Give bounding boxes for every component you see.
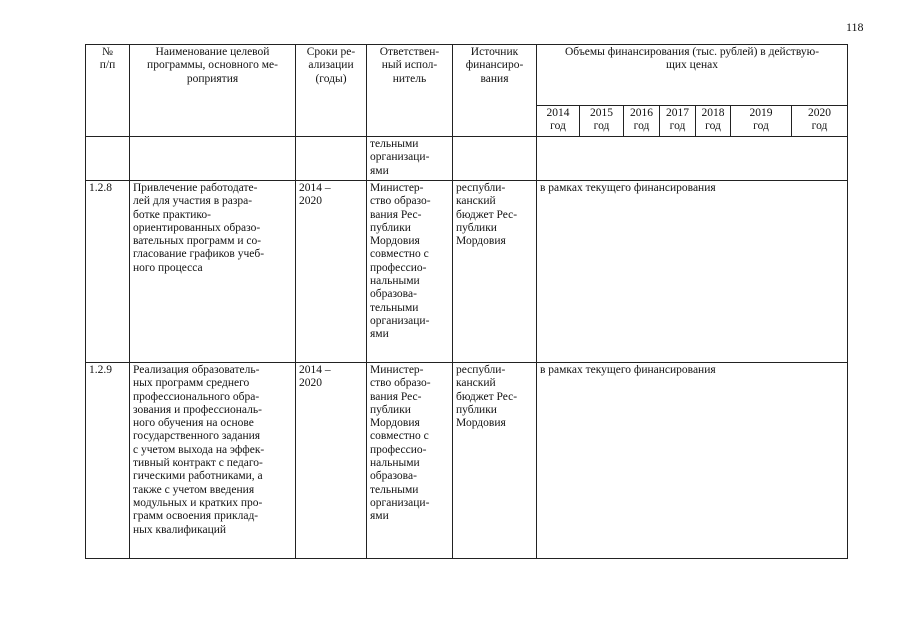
row-source: республи- канский бюджет Рес- публики Мордовия	[453, 181, 537, 363]
header-funding: Объемы финансирования (тыс. рублей) в действую- щих ценах	[537, 45, 848, 106]
year-2018: 2018 год	[696, 106, 731, 137]
row-name: Реализация образователь- ных программ среднего профессионального обра- зования и профессиональ- ного обучения на основе государственного задания с учетом выхода на эффек- тивный контракт с педаго- гическими работниками, а также с учетом введения модульных и кратких про- грамм освоения приклад- ных квалификаций	[130, 363, 296, 559]
row-num: 1.2.9	[86, 363, 130, 559]
row-num	[86, 137, 130, 181]
row-num: 1.2.8	[86, 181, 130, 363]
table-row	[86, 137, 848, 181]
row-funding: в рамках текущего финансирования	[537, 181, 848, 363]
row-funding: в рамках текущего финансирования	[537, 363, 848, 559]
row-terms: 2014 – 2020	[296, 181, 367, 363]
header-name: Наименование целевой программы, основного ме- роприятия	[130, 45, 296, 137]
year-2016: 2016 год	[624, 106, 660, 137]
header-source: Источник финансиро- вания	[453, 45, 537, 137]
year-2014: 2014 год	[537, 106, 580, 137]
page-number: 118	[846, 20, 864, 34]
program-table	[85, 44, 848, 559]
row-name	[130, 137, 296, 181]
row-name: Привлечение работодате- лей для участия в разра- ботке практико- ориентированных образо- вательных программ и со- гласование графиков учеб- ного процесса	[130, 181, 296, 363]
table-row	[86, 363, 848, 559]
row-source: республи- канский бюджет Рес- публики Мордовия	[453, 363, 537, 559]
row-funding	[537, 137, 848, 181]
row-executor: тельными организаци- ями	[367, 137, 453, 181]
year-2015: 2015 год	[580, 106, 624, 137]
row-executor: Министер- ство образо- вания Рес- публики Мордовия совместно с профессио- нальными образова- тельными организаци- ями	[367, 181, 453, 363]
year-2020: 2020 год	[792, 106, 848, 137]
header-executor: Ответствен- ный испол- нитель	[367, 45, 453, 137]
year-2017: 2017 год	[660, 106, 696, 137]
table-row	[86, 181, 848, 363]
row-executor: Министер- ство образо- вания Рес- публики Мордовия совместно с профессио- нальными образова- тельными организаци- ями	[367, 363, 453, 559]
header-row	[86, 45, 848, 106]
header-num: № п/п	[86, 45, 130, 137]
row-terms: 2014 – 2020	[296, 363, 367, 559]
row-source	[453, 137, 537, 181]
row-terms	[296, 137, 367, 181]
year-2019: 2019 год	[731, 106, 792, 137]
header-terms: Сроки ре- ализации (годы)	[296, 45, 367, 137]
